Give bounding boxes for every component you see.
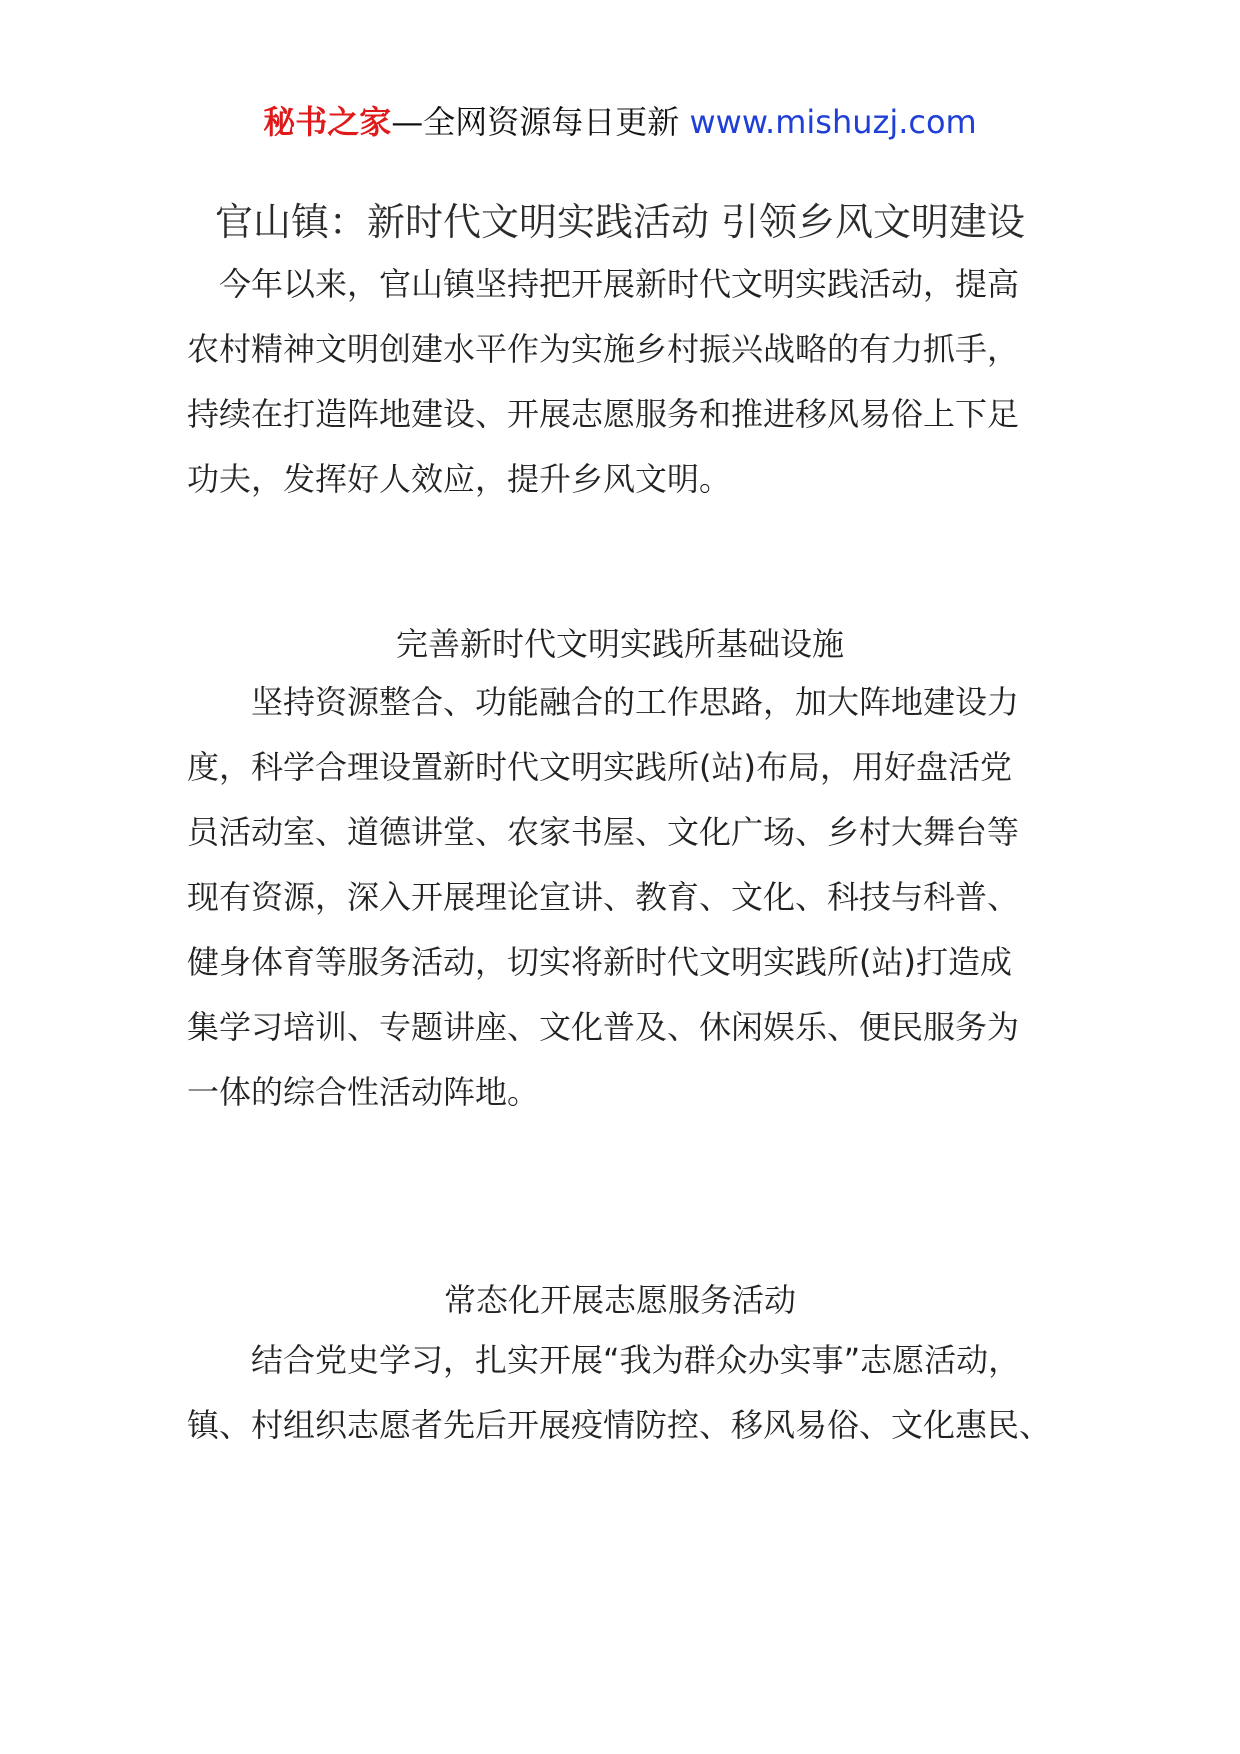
text-line: 今年以来，官山镇坚持把开展新时代文明实践活动，提高 — [219, 265, 1020, 303]
header-tagline: —全网资源每日更新 — [391, 103, 690, 141]
section-paragraph — [187, 670, 1067, 1125]
site-url-link[interactable]: www.mishuzj.com — [689, 103, 977, 141]
text-line: 农村精神文明创建水平作为实施乡村振兴战略的有力抓手， — [187, 330, 1020, 368]
section-heading: 常态化开展志愿服务活动 — [443, 1281, 796, 1319]
site-header — [0, 96, 1240, 148]
text-line: 现有资源，深入开展理论宣讲、教育、文化、科技与科普、 — [187, 878, 1020, 916]
text-line: 健身体育等服务活动，切实将新时代文明实践所(站)打造成 — [187, 943, 1012, 981]
text-line: 功夫，发挥好人效应，提升乡风文明。 — [187, 460, 732, 498]
intro-paragraph — [187, 252, 1067, 512]
text-line: 结合党史学习，扎实开展“我为群众办实事”志愿活动， — [251, 1341, 1021, 1379]
text-line: 镇、村组织志愿者先后开展疫情防控、移风易俗、文化惠民、 — [187, 1406, 1052, 1444]
text-line: 员活动室、道德讲堂、农家书屋、文化广场、乡村大舞台等 — [187, 813, 1020, 851]
brand-name: 秘书之家 — [263, 103, 392, 141]
text-line: 坚持资源整合、功能融合的工作思路，加大阵地建设力 — [251, 683, 1020, 721]
text-line: 度，科学合理设置新时代文明实践所(站)布局，用好盘活党 — [187, 748, 1012, 786]
text-line: 集学习培训、专题讲座、文化普及、休闲娱乐、便民服务为 — [187, 1008, 1020, 1046]
text-line: 一体的综合性活动阵地。 — [187, 1073, 540, 1111]
section-heading: 完善新时代文明实践所基础设施 — [395, 625, 844, 663]
section-paragraph — [187, 1328, 1067, 1458]
text-line: 持续在打造阵地建设、开展志愿服务和推进移风易俗上下足 — [187, 395, 1020, 433]
article-title: 官山镇：新时代文明实践活动 引领乡风文明建设 — [214, 200, 1026, 244]
